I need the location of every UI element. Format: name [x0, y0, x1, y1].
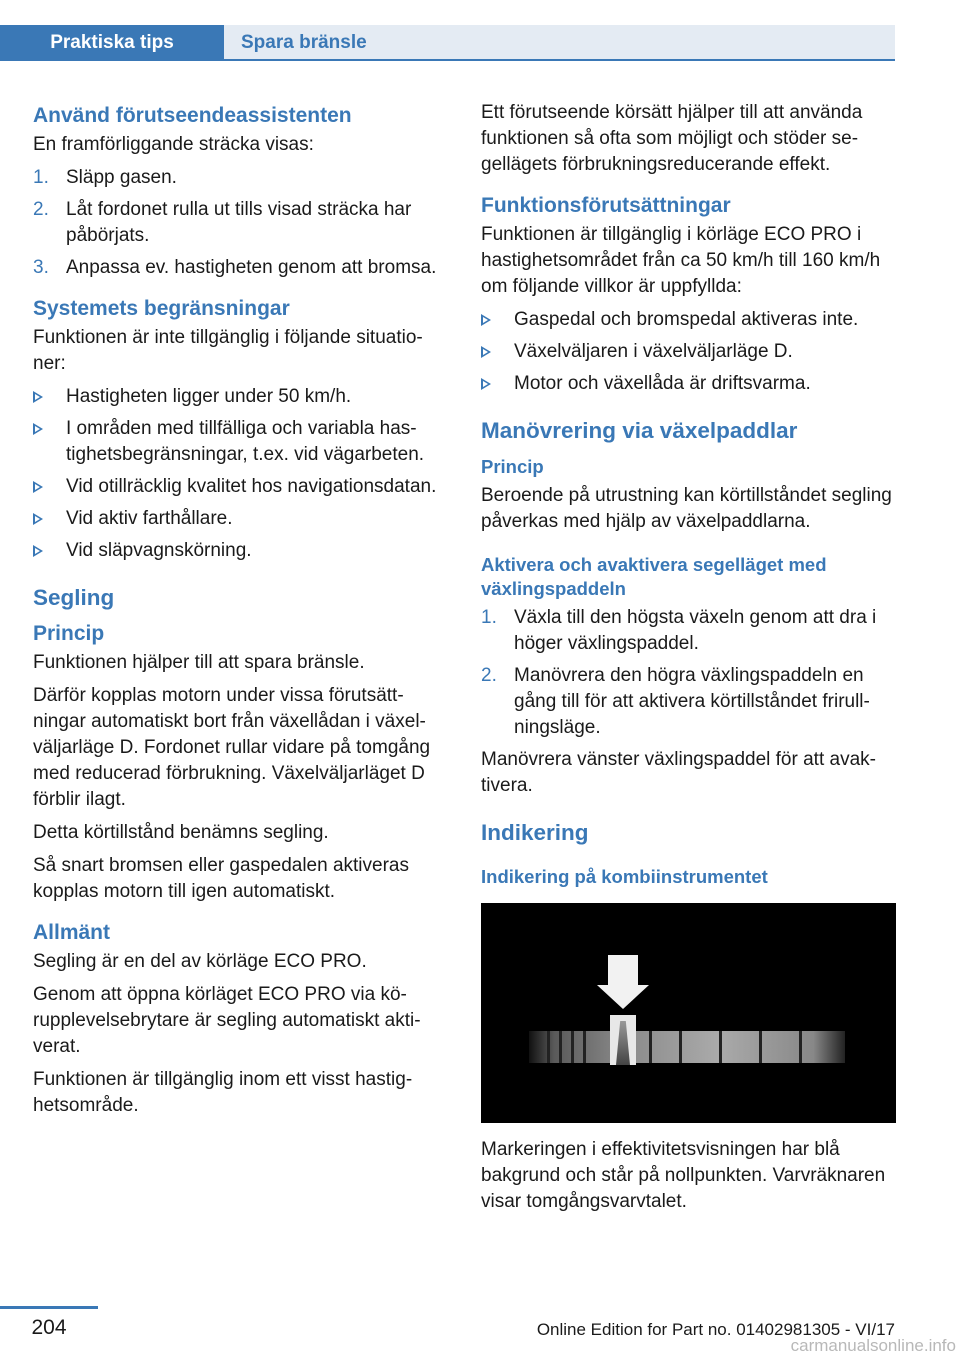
- list-item: [33, 197, 448, 249]
- subsection-title-aktivera: Aktivera och avaktivera segelläget med växlingspaddeln: [481, 554, 827, 599]
- triangle-bullet-icon: [481, 378, 491, 390]
- watermark: carmanualsonline.info: [790, 1336, 956, 1355]
- list-item-text: Vid släpvagnskörning.: [66, 540, 252, 561]
- subsection-title-princip: Princip: [33, 622, 105, 645]
- list-item-text: Vid aktiv farthållare.: [66, 508, 233, 529]
- page-number: 204: [31, 1316, 67, 1339]
- bullet-list: [481, 307, 896, 397]
- list-number: 1.: [33, 167, 49, 188]
- list-number: 2.: [481, 665, 497, 686]
- figure-caption: Markeringen i effektivitetsvisningen har blå bakgrund och står på nollpunkten. Varvräknaren visar tomgångsvarvtalet.: [481, 1139, 886, 1212]
- list-item-text: Låt fordonet rulla ut tills visad sträcka har påbörjats.: [66, 199, 412, 246]
- section-title-begransningar: Systemets begränsningar: [33, 297, 290, 320]
- list-item: [481, 307, 896, 333]
- list-item: [481, 339, 896, 365]
- list-item: [33, 255, 448, 281]
- list-item-text: Gaspedal och bromspedal aktiveras inte.: [514, 309, 859, 330]
- triangle-bullet-icon: [481, 346, 491, 358]
- list-item: [33, 474, 448, 500]
- paragraph: Detta körtillstånd benämns segling.: [33, 822, 329, 843]
- paragraph: Så snart bromsen eller gaspedalen aktiveras kopplas motorn till igen automatiskt.: [33, 855, 409, 902]
- list-item: [33, 538, 448, 564]
- paragraph: Funktionen är inte tillgänglig i följande situationer:: [33, 327, 423, 374]
- tab-praktiska-tips: Praktiska tips: [0, 25, 224, 61]
- subsection-title-kombiinstrument: Indikering på kombiinstrumentet: [481, 866, 768, 887]
- paragraph: Manövrera vänster växlingspaddel för att avaktivera.: [481, 749, 876, 796]
- numbered-list: [33, 165, 448, 281]
- triangle-bullet-icon: [481, 314, 491, 326]
- paragraph: Segling är en del av körläge ECO PRO.: [33, 951, 367, 972]
- section-title-indikering: Indikering: [481, 820, 589, 845]
- list-item-text: Motor och växellåda är driftsvarma.: [514, 373, 811, 394]
- section-title-vaxelpaddlar: Manövrering via växelpaddlar: [481, 418, 798, 443]
- instrument-cluster-illustration: [481, 903, 896, 1123]
- paragraph: En framförliggande sträcka visas:: [33, 134, 314, 155]
- header-bar: [0, 25, 895, 61]
- triangle-bullet-icon: [33, 391, 43, 403]
- triangle-bullet-icon: [33, 513, 43, 525]
- tab-spara-bransle: Spara bränsle: [224, 25, 895, 61]
- list-item: [481, 605, 896, 657]
- list-item: [33, 416, 448, 468]
- list-number: 2.: [33, 199, 49, 220]
- list-item: [481, 371, 896, 397]
- paragraph: Därför kopplas motorn under vissa förutsättningar automatiskt bort från växellådan i växelväljarläge D. Fordonet rullar vidare på tomgång med reducerad förbrukning. Växelväljarläget D förblir ilagt.: [33, 685, 431, 810]
- edition-note: Online Edition for Part no. 01402981305 - VI/17: [536, 1320, 895, 1339]
- efficiency-bar: [529, 1031, 845, 1063]
- paragraph: Ett förutseende körsätt hjälper till att använda funktionen så ofta som möjligt och stöder segellägets förbrukningsreducerande effekt.: [481, 102, 863, 175]
- subsection-title-allmant: Allmänt: [33, 921, 111, 944]
- section-title-forutseende: Använd förutseendeassistenten: [33, 104, 352, 127]
- list-item-text: Växelväljaren i växelväljarläge D.: [514, 341, 793, 362]
- list-item-text: I områden med tillfälliga och variabla hastighetsbegränsningar, t.ex. vid vägarbeten.: [66, 418, 425, 465]
- paragraph: Beroende på utrustning kan körtillståndet segling påverkas med hjälp av växelpaddlarna.: [481, 485, 892, 532]
- list-item-text: Släpp gasen.: [66, 167, 177, 188]
- down-arrow-icon: [608, 955, 638, 985]
- list-item: [33, 506, 448, 532]
- down-arrow-head: [597, 985, 649, 1009]
- paragraph: Funktionen hjälper till att spara bränsle.: [33, 652, 365, 673]
- left-column: [33, 100, 448, 1126]
- subsection-title-princip: Princip: [481, 456, 544, 477]
- paragraph: Funktionen är tillgänglig i körläge ECO PRO i hastighetsområdet från ca 50 km/h till 160 km/h om följande villkor är uppfyllda:: [481, 224, 881, 297]
- list-item-text: Anpassa ev. hastigheten genom att bromsa.: [66, 257, 437, 278]
- triangle-bullet-icon: [33, 481, 43, 493]
- bullet-list: [33, 384, 448, 564]
- numbered-list: [481, 605, 896, 741]
- list-item-text: Hastigheten ligger under 50 km/h.: [66, 386, 352, 407]
- list-item-text: Vid otillräcklig kvalitet hos navigationsdatan.: [66, 476, 437, 497]
- list-item: [33, 165, 448, 191]
- triangle-bullet-icon: [33, 545, 43, 557]
- header-divider: [224, 59, 895, 61]
- list-number: 3.: [33, 257, 49, 278]
- list-number: 1.: [481, 607, 497, 628]
- right-column: [481, 100, 896, 1222]
- triangle-bullet-icon: [33, 423, 43, 435]
- paragraph: Funktionen är tillgänglig inom ett visst hastighetsområde.: [33, 1069, 413, 1116]
- footer-divider: [0, 1306, 98, 1309]
- list-item-text: Växla till den högsta växeln genom att dra i höger växlingspaddel.: [514, 607, 877, 654]
- section-title-funktionsforutsattningar: Funktionsförutsättningar: [481, 194, 731, 217]
- list-item: [481, 663, 896, 741]
- paragraph: Genom att öppna körläget ECO PRO via körupplevelsebrytare är segling automatiskt aktiverat.: [33, 984, 421, 1057]
- list-item-text: Manövrera den högra växlingspaddeln en gång till för att aktivera körtillståndet frirullningsläge.: [514, 665, 870, 738]
- section-title-segling: Segling: [33, 585, 115, 610]
- list-item: [33, 384, 448, 410]
